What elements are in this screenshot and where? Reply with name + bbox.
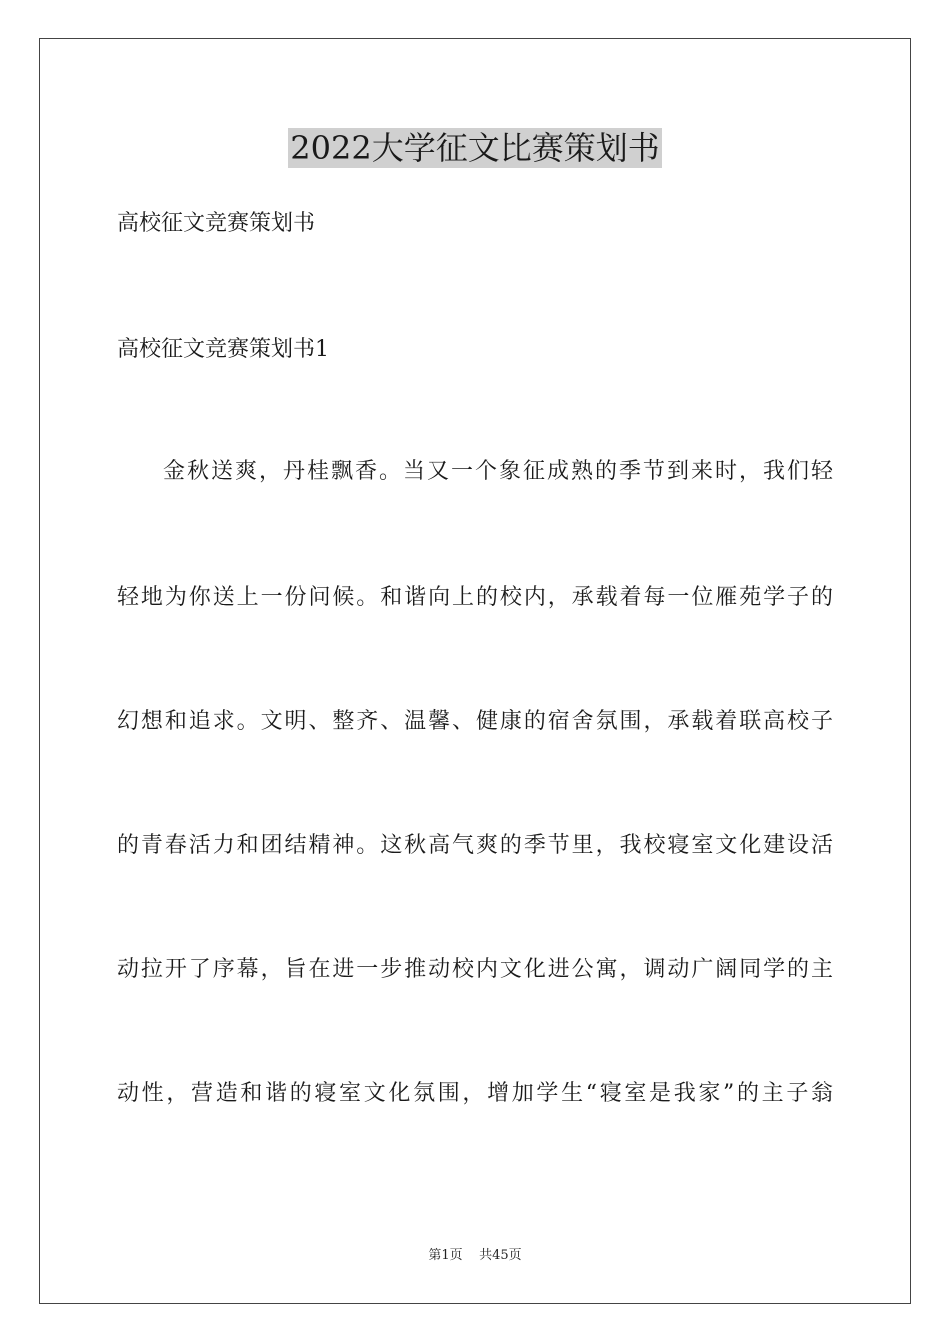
paragraph-line: 轻地为你送上一份问候。和谐向上的校内，承载着每一位雁苑学子的 [117, 585, 833, 610]
section-heading: 高校征文竞赛策划书1 [117, 337, 329, 362]
page-number: 第1页 [428, 1248, 463, 1263]
page-footer [0, 1246, 950, 1266]
total-pages: 共45页 [479, 1248, 522, 1263]
paragraph-line: 幻想和追求。文明、整齐、温馨、健康的宿舍氛围，承载着联高校子 [117, 709, 833, 734]
paragraph-line: 动拉开了序幕，旨在进一步推动校内文化进公寓，调动广阔同学的主 [117, 957, 833, 982]
document-title: 2022大学征文比赛策划书 [290, 129, 660, 167]
paragraph-line: 金秋送爽，丹桂飘香。当又一个象征成熟的季节到来时，我们轻 [163, 459, 833, 484]
title-container [0, 128, 950, 168]
paragraph-line: 动性，营造和谐的寝室文化氛围，增加学生“寝室是我家”的主子翁 [117, 1081, 833, 1106]
paragraph-line: 的青春活力和团结精神。这秋高气爽的季节里，我校寝室文化建设活 [117, 833, 833, 858]
document-subtitle: 高校征文竞赛策划书 [117, 211, 316, 236]
